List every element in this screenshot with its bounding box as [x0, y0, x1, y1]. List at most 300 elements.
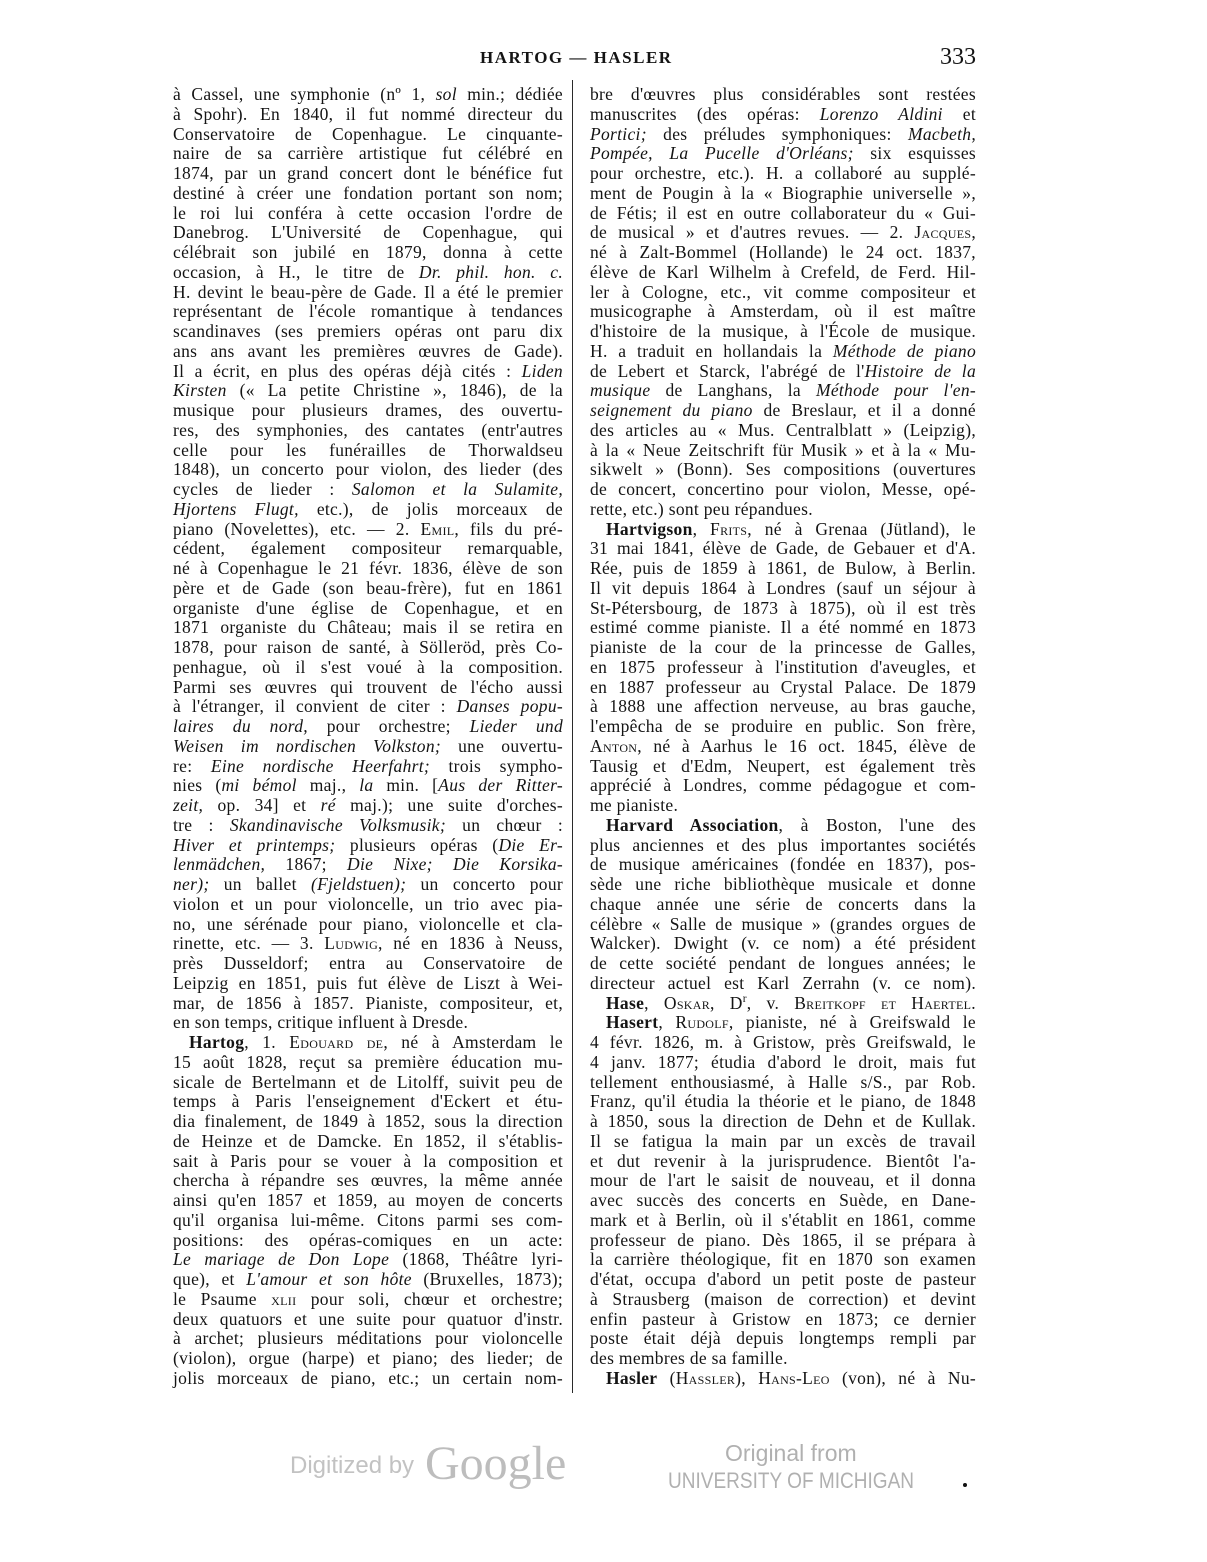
- plain-text: Conservatoire de Copenhague. Le cinquante-: [173, 123, 563, 144]
- italic-text: mi bémol: [221, 775, 297, 796]
- plain-text: Rée, puis de 1859 à 1861, de Bulow, à Berlin.: [590, 558, 976, 578]
- plain-text: de cette société pendant de longues années; le: [590, 953, 976, 973]
- university-label: UNIVERSITY OF MICHIGAN: [668, 1468, 915, 1493]
- text-line: [173, 1349, 563, 1369]
- text-line: [590, 1310, 976, 1330]
- plain-text: pianiste de la cour de la princesse de Galles,: [590, 637, 976, 657]
- plain-text: ,: [971, 222, 976, 243]
- headword: Hase: [606, 992, 645, 1013]
- text-line: [590, 776, 976, 796]
- plain-text: , né en 1836 à Neuss,: [378, 933, 563, 954]
- plain-text: représentant de l'école romantique à tendances: [173, 301, 563, 322]
- plain-text: d'histoire de la musique, à l'École de musique.: [590, 321, 976, 341]
- plain-text: re:: [173, 755, 211, 776]
- text-line: [173, 1073, 563, 1093]
- text-line: [590, 1132, 976, 1152]
- plain-text: plusieurs opéras (: [335, 834, 499, 855]
- text-line: [590, 441, 976, 461]
- plain-text: de concert, concertino pour violon, Messe, opé-: [590, 479, 976, 499]
- italic-text: sol: [435, 84, 457, 104]
- plain-text: professeur de piano. Dès 1865, il se prépara à: [590, 1229, 976, 1250]
- plain-text: Il se fatigua la main par un excès de travail: [590, 1130, 976, 1151]
- digitized-by-label: Digitized by: [290, 1452, 415, 1479]
- italic-text: lenmädchen,: [173, 854, 266, 875]
- text-line: [173, 1132, 563, 1152]
- plain-text: St-Pétersbourg, de 1873 à 1875), où il est très: [590, 597, 976, 618]
- text-line: [173, 1171, 563, 1191]
- text-line: [173, 125, 563, 145]
- text-line: [590, 697, 976, 717]
- small-caps-text: Breitkopf et Haertel: [794, 992, 972, 1013]
- plain-text: né à Zalt-Bommel (Hollande) le 24 oct. 1837,: [590, 242, 976, 262]
- text-line: [173, 164, 563, 184]
- plain-text: musique pour plusieurs drames, des ouvertu-: [173, 400, 563, 420]
- plain-text: 1848), un concerto pour violon, des lieder (des: [173, 459, 563, 480]
- left-column: [173, 85, 563, 1389]
- plain-text: ainsi qu'en 1857 et 1859, au moyen de concerts: [173, 1190, 563, 1210]
- text-line: [590, 1231, 976, 1251]
- text-line: [173, 322, 563, 342]
- plain-text: 1874, par un grand concert dont le bénéfice fut: [173, 163, 563, 183]
- text-line: [173, 1231, 563, 1251]
- plain-text: 4 janv. 1877; étudia d'abord le droit, mais fut: [590, 1051, 976, 1072]
- plain-text: et: [942, 103, 977, 124]
- text-line: [590, 579, 976, 599]
- small-caps-text: Hans-Leo: [758, 1367, 830, 1388]
- plain-text: etc.), de jolis morceaux de: [298, 498, 563, 519]
- small-caps-text: Oskar: [663, 992, 711, 1013]
- text-line: [590, 1073, 976, 1093]
- plain-text: scandinaves (ses premiers opéras ont paru dix: [173, 321, 563, 341]
- small-caps-text: Ludwig: [324, 933, 379, 954]
- plain-text: ),: [735, 1367, 759, 1388]
- plain-text: Parmi ses œuvres qui trouvent de l'écho aussi: [173, 676, 563, 697]
- plain-text: 1867;: [265, 854, 348, 875]
- text-line: [173, 895, 563, 915]
- plain-text: mar, de 1856 à 1857. Pianiste, compositeur, et,: [173, 992, 563, 1013]
- italic-text: L'amour et son hôte: [246, 1269, 412, 1289]
- plain-text: que), et: [173, 1269, 247, 1289]
- plain-text: à Spohr). En 1840, il fut nommé directeur du: [173, 103, 563, 124]
- text-line: [173, 421, 563, 441]
- plain-text: un ballet: [209, 874, 311, 894]
- plain-text: (von), né à Nu-: [829, 1367, 976, 1388]
- plain-text: destiné à créer une fondation portant son nom;: [173, 182, 563, 203]
- text-line: [590, 204, 976, 224]
- text-line: [590, 836, 976, 856]
- italic-text: Danses popu-: [456, 696, 563, 717]
- text-line: [173, 934, 563, 954]
- plain-text: maj.); une suite d'orches-: [335, 795, 563, 815]
- italic-text: Méthode de piano: [832, 340, 976, 361]
- plain-text: occasion, à H., le titre de: [173, 261, 419, 282]
- text-line: [173, 1270, 563, 1290]
- superscript-text: r: [742, 992, 747, 1005]
- plain-text: directeur actuel est Karl Zerrahn (v. ce nom).: [590, 972, 976, 993]
- text-line: [173, 500, 563, 520]
- plain-text: en son temps, critique influent à Dresde.: [173, 1012, 469, 1033]
- plain-text: près Dusseldorf; entra au Conservatoire de: [173, 953, 563, 973]
- text-line: [173, 697, 563, 717]
- plain-text: temps à Paris l'enseignement d'Eckert et étu-: [173, 1091, 563, 1112]
- plain-text: de Lebert et Starck, l'abrégé de l': [590, 360, 865, 381]
- plain-text: à archet; plusieurs méditations pour violoncelle: [173, 1328, 563, 1349]
- text-line: [173, 974, 563, 994]
- italic-text: Dr. phil. hon. c.: [418, 261, 563, 282]
- text-line: [173, 105, 563, 125]
- italic-text: Eine nordische Heerfahrt;: [210, 755, 431, 776]
- text-line: [173, 263, 563, 283]
- text-line: [590, 1092, 976, 1112]
- text-line: [173, 460, 563, 480]
- plain-text: musicographe à Amsterdam, où il est maître: [590, 301, 976, 322]
- plain-text: en 1887 professeur au Crystal Palace. De 1879: [590, 676, 976, 697]
- text-line: [590, 1290, 976, 1310]
- italic-text: Le mariage de Don Lope: [173, 1249, 390, 1270]
- text-line: [173, 223, 563, 243]
- text-line: [590, 283, 976, 303]
- plain-text: rette, etc.) sont peu répandues.: [590, 498, 813, 519]
- plain-text: Franz, qu'il étudia la théorie et le piano, de 1848: [590, 1091, 976, 1112]
- plain-text: penhague, où il s'est voué à la composition.: [173, 656, 563, 677]
- plain-text: plus anciennes et des plus importantes sociétés: [590, 834, 976, 855]
- headword: Hasler: [606, 1367, 658, 1388]
- plain-text: à Strausberg (maison de correction) et devint: [590, 1288, 976, 1309]
- text-line: [590, 1250, 976, 1270]
- text-line: [173, 1152, 563, 1172]
- plain-text: poste était déjà depuis longtemps rempli par: [590, 1328, 976, 1349]
- text-line: [173, 401, 563, 421]
- plain-text: (1868, Théâtre lyri-: [389, 1249, 563, 1270]
- plain-text: chercha à répandre ses œuvres, la même année: [173, 1170, 563, 1191]
- text-line: [590, 954, 976, 974]
- italic-text: Histoire de la: [864, 360, 976, 381]
- plain-text: un chœur :: [445, 814, 563, 835]
- plain-text: deux quatuors et une suite pour quatuor d'instr.: [173, 1308, 563, 1329]
- text-line: [173, 875, 563, 895]
- text-line: [590, 401, 976, 421]
- text-line: [590, 895, 976, 915]
- text-line: [590, 500, 976, 520]
- text-line: [173, 816, 563, 836]
- column-divider: [572, 80, 573, 1393]
- text-line: [590, 1270, 976, 1290]
- plain-text: rinette, etc. — 3.: [173, 933, 325, 954]
- text-line: [590, 539, 976, 559]
- text-line: [173, 1310, 563, 1330]
- text-line: [590, 460, 976, 480]
- plain-text: enfin pasteur à Gristow en 1873; ce dernier: [590, 1308, 976, 1329]
- text-line: [590, 381, 976, 401]
- plain-text: no, une sérénade pour piano, violoncelle et cla-: [173, 913, 563, 934]
- text-line: [590, 1211, 976, 1231]
- text-line: [173, 796, 563, 816]
- plain-text: ,: [658, 1012, 676, 1033]
- text-line: [590, 362, 976, 382]
- text-line: [173, 1033, 563, 1053]
- text-line: [173, 1369, 563, 1389]
- plain-text: , pianiste, né à Greifswald le: [728, 1012, 976, 1033]
- text-line: [173, 302, 563, 322]
- plain-text: 1878, pour raison de santé, à Sölleröd, près Co-: [173, 637, 563, 657]
- plain-text: , né à Aarhus le 16 oct. 1845, élève de: [637, 735, 976, 756]
- plain-text: min. [: [373, 775, 439, 796]
- italic-text: Salomon et la Sulamite,: [351, 479, 563, 499]
- plain-text: le Psaume: [173, 1288, 272, 1309]
- plain-text: cédent, également compositeur remarquable,: [173, 538, 563, 559]
- text-line: [173, 599, 563, 619]
- italic-text: laires du nord,: [173, 716, 308, 736]
- italic-text: Lieder und: [469, 716, 563, 736]
- plain-text: né à Copenhague le 21 févr. 1836, élève de son: [173, 558, 563, 578]
- text-line: [173, 441, 563, 461]
- text-line: [173, 1092, 563, 1112]
- text-line: [590, 757, 976, 777]
- plain-text: de Langhans, la: [650, 380, 816, 401]
- italic-text: Skandinavische Volksmusik;: [229, 814, 446, 835]
- plain-text: (« La petite Christine », 1846), de la: [226, 380, 563, 401]
- plain-text: celle pour les funérailles de Thorwaldseu: [173, 439, 563, 460]
- text-line: [590, 1013, 976, 1033]
- text-line: [590, 1112, 976, 1132]
- plain-text: et dut revenir à la jurisprudence. Bientôt l'a-: [590, 1150, 976, 1171]
- text-line: [590, 520, 976, 540]
- plain-text: célèbre « Salle de musique » (grandes orgues de: [590, 913, 976, 934]
- plain-text: sait à Paris pour se vouer à la composition et: [173, 1150, 563, 1171]
- plain-text: op. 34] et: [203, 795, 321, 815]
- text-line: [590, 1329, 976, 1349]
- plain-text: élève de Karl Wilhelm à Crefeld, de Ferd. Hil-: [590, 261, 976, 282]
- plain-text: (: [657, 1367, 676, 1388]
- italic-text: (Fjeldstuen);: [310, 874, 407, 894]
- text-line: [173, 381, 563, 401]
- small-caps-text: Frits: [710, 518, 748, 539]
- text-line: [590, 1152, 976, 1172]
- text-line: [590, 855, 976, 875]
- text-line: [173, 520, 563, 540]
- plain-text: des préludes symphoniques:: [646, 123, 908, 144]
- text-line: [173, 362, 563, 382]
- small-caps-text: xlii: [271, 1288, 297, 1309]
- italic-text: Aus der Ritter-: [438, 775, 563, 796]
- plain-text: Il vit depuis 1864 à Londres (sauf un séjour à: [590, 577, 976, 598]
- text-line: [173, 1112, 563, 1132]
- small-caps-text: Hassler: [675, 1367, 736, 1388]
- plain-text: pour orchestre;: [307, 716, 470, 736]
- text-line: [590, 816, 976, 836]
- plain-text: mour de l'art le saisit de nouveau, et il donna: [590, 1170, 976, 1191]
- text-line: [590, 678, 976, 698]
- plain-text: estimé comme pianiste. Il a été nommé en 1873: [590, 617, 976, 638]
- plain-text: cycles de lieder :: [173, 479, 352, 499]
- text-line: [590, 1349, 976, 1369]
- scan-dot-mark: [963, 1483, 967, 1487]
- plain-text: naire de sa carrière artistique fut célébré en: [173, 143, 563, 164]
- text-line: [590, 934, 976, 954]
- text-line: [590, 223, 976, 243]
- text-line: [590, 105, 976, 125]
- text-line: [173, 184, 563, 204]
- plain-text: d'état, occupa d'abord un petit poste de pasteur: [590, 1269, 976, 1289]
- plain-text: avec succès des concerts en Suède, en Dane-: [590, 1190, 976, 1210]
- plain-text: apprécié à Londres, comme pédagogue et com-: [590, 775, 976, 796]
- plain-text: tellement enthousiasmé, à Halle s/S., par Rob.: [590, 1071, 976, 1092]
- text-line: [173, 1290, 563, 1310]
- text-line: [590, 796, 976, 816]
- text-line: [590, 342, 976, 362]
- plain-text: en 1875 professeur à l'institution d'aveugles, et: [590, 656, 976, 677]
- google-logo: Google: [425, 1437, 567, 1490]
- plain-text: maj.,: [296, 775, 360, 796]
- text-line: [590, 1053, 976, 1073]
- text-line: [173, 1053, 563, 1073]
- headword: Harvard Association: [606, 814, 779, 835]
- text-line: [590, 599, 976, 619]
- plain-text: 4 févr. 1826, m. à Gristow, près Greifswald, le: [590, 1032, 976, 1052]
- text-line: [590, 974, 976, 994]
- plain-text: un concerto pour: [406, 874, 563, 894]
- text-line: [173, 658, 563, 678]
- plain-text: qu'il organisa lui-même. Citons parmi ses com-: [173, 1209, 563, 1230]
- plain-text: pour soli, chœur et orchestre;: [296, 1288, 563, 1309]
- text-line: [173, 855, 563, 875]
- plain-text: ment de Pougin à la « Biographie universelle »,: [590, 182, 976, 203]
- text-line: [590, 1369, 976, 1389]
- plain-text: jolis morceaux de piano, etc.; un certain nom-: [173, 1367, 563, 1388]
- italic-text: musique: [590, 380, 651, 401]
- text-line: [590, 737, 976, 757]
- plain-text: ler à Cologne, etc., vit comme compositeur et: [590, 281, 976, 302]
- plain-text: sikwelt » (Bonn). Ses compositions (ouvertures: [590, 459, 976, 480]
- italic-text: Die Er-: [498, 834, 563, 855]
- plain-text: à Cassel, une symphonie (nº 1,: [173, 84, 436, 104]
- plain-text: six esquisses: [853, 143, 976, 164]
- italic-text: Pompée, La Pucelle d'Orléans;: [590, 143, 854, 164]
- italic-text: ner);: [173, 874, 210, 894]
- text-line: [173, 144, 563, 164]
- text-line: [173, 1329, 563, 1349]
- italic-text: Weisen im nordischen Volkston;: [173, 735, 441, 756]
- text-line: [173, 836, 563, 856]
- plain-text: des membres de sa famille.: [590, 1348, 788, 1368]
- right-column: [590, 85, 976, 1389]
- plain-text: , 1.: [244, 1032, 290, 1052]
- plain-text: tre :: [173, 814, 230, 835]
- italic-text: Hjortens Flugt,: [173, 498, 299, 519]
- text-line: [590, 875, 976, 895]
- plain-text: pour orchestre, etc.). H. a collaboré au supplé-: [590, 163, 976, 183]
- text-line: [173, 243, 563, 263]
- plain-text: dia finalement, de 1849 à 1852, sous la direction: [173, 1111, 563, 1131]
- text-line: [173, 1250, 563, 1270]
- plain-text: le roi lui conféra à cette occasion l'ordre de: [173, 202, 563, 223]
- plain-text: père et de Gade (son beau-frère), fut en 1861: [173, 577, 563, 598]
- plain-text: , v.: [746, 992, 795, 1013]
- text-line: [173, 994, 563, 1014]
- plain-text: à l'étranger, il convient de citer :: [173, 696, 457, 717]
- italic-text: Liden: [521, 360, 563, 381]
- plain-text: , à Boston, l'une des: [778, 814, 976, 835]
- plain-text: organiste d'une église de Copenhague, et en: [173, 597, 563, 618]
- italic-text: Macbeth,: [908, 123, 976, 144]
- text-line: [590, 125, 976, 145]
- text-line: [590, 302, 976, 322]
- plain-text: .: [971, 992, 976, 1013]
- headword: Hartog: [189, 1032, 245, 1052]
- plain-text: , D: [710, 992, 743, 1013]
- italic-text: seignement du piano: [590, 400, 753, 420]
- plain-text: des articles au « Mus. Centralblatt » (Leipzig),: [590, 419, 976, 440]
- small-caps-text: Emil: [420, 518, 455, 539]
- plain-text: , fils du pré-: [454, 518, 563, 539]
- text-line: [590, 638, 976, 658]
- text-line: [590, 559, 976, 579]
- italic-text: Kirsten: [173, 380, 227, 401]
- text-line: [590, 263, 976, 283]
- italic-text: Portici;: [590, 123, 647, 144]
- text-line: [173, 559, 563, 579]
- text-line: [173, 915, 563, 935]
- plain-text: , né à Amsterdam le: [383, 1032, 564, 1052]
- plain-text: 15 août 1828, reçut sa première éducation mu-: [173, 1051, 563, 1072]
- text-line: [173, 85, 563, 105]
- plain-text: de musique américaines (fondée en 1837), pos-: [590, 854, 976, 875]
- plain-text: (violon), orgue (harpe) et piano; des lieder; de: [173, 1348, 563, 1368]
- plain-text: Walcker). Dwight (v. ce nom) a été président: [590, 933, 976, 954]
- text-line: [590, 85, 976, 105]
- plain-text: chaque année une série de concerts dans la: [590, 893, 976, 914]
- plain-text: à 1850, sous la direction de Dehn et de Kullak.: [590, 1111, 976, 1131]
- plain-text: H. a traduit en hollandais la: [590, 340, 833, 361]
- text-line: [173, 539, 563, 559]
- text-line: [173, 204, 563, 224]
- plain-text: , né à Grenaa (Jütland), le: [747, 518, 976, 539]
- small-caps-text: Jacques: [914, 222, 972, 243]
- plain-text: à la « Neue Zeitschrift für Musik » et à la « Mu-: [590, 439, 976, 460]
- plain-text: Leipzig en 1851, puis fut élève de Liszt à Wei-: [173, 972, 563, 993]
- plain-text: ans ans avant les premières œuvres de Gade).: [173, 340, 563, 361]
- text-line: [590, 915, 976, 935]
- plain-text: me pianiste.: [590, 795, 679, 815]
- italic-text: zeit,: [173, 795, 204, 815]
- small-caps-text: Anton: [590, 735, 638, 756]
- plain-text: nies (: [173, 775, 222, 796]
- text-line: [173, 1191, 563, 1211]
- original-from-label: Original from: [725, 1440, 857, 1466]
- plain-text: à 1888 une affection nerveuse, au bras gauche,: [590, 696, 976, 717]
- plain-text: 1871 organiste du Château; mais il se retira en: [173, 617, 563, 638]
- text-line: [590, 164, 976, 184]
- text-line: [173, 638, 563, 658]
- italic-text: Hiver et printemps;: [173, 834, 336, 855]
- italic-text: Lorenzo Aldini: [819, 103, 943, 124]
- plain-text: manuscrites (des opéras:: [590, 103, 820, 124]
- plain-text: ,: [692, 518, 711, 539]
- plain-text: H. devint le beau-père de Gade. Il a été le premier: [173, 281, 563, 302]
- text-line: [173, 757, 563, 777]
- text-line: [173, 283, 563, 303]
- plain-text: Danebrog. L'Université de Copenhague, qui: [173, 222, 563, 243]
- plain-text: une ouvertu-: [441, 735, 563, 756]
- plain-text: Tausig et d'Edm, Neupert, est également très: [590, 755, 976, 776]
- plain-text: sède une riche bibliothèque musicale et donne: [590, 874, 976, 894]
- text-line: [173, 678, 563, 698]
- plain-text: Il a écrit, en plus des opéras déjà cités :: [173, 360, 522, 381]
- plain-text: bre d'œuvres plus considérables sont restées: [590, 84, 976, 104]
- running-head: HARTOG — HASLER: [480, 48, 673, 67]
- text-line: [173, 776, 563, 796]
- text-line: [590, 658, 976, 678]
